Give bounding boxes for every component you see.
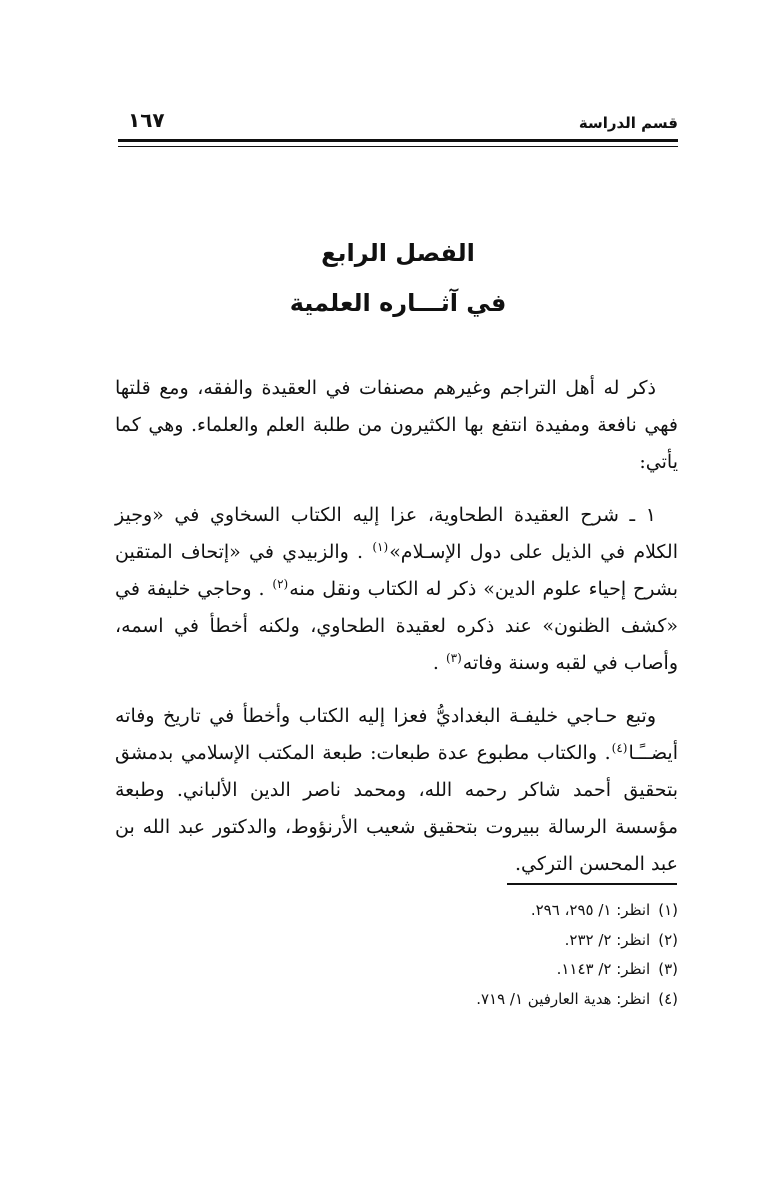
footnote-text: انظر: ٢/ ١١٤٣. (556, 960, 651, 978)
footnote-number: (٤) (658, 989, 678, 1008)
footnote-3 (118, 955, 678, 985)
footnote-ref-3[interactable]: (٣) (445, 650, 462, 665)
paragraph-segment: ١ ـ شرح العقيدة الطحاوية، عزا إليه الكتاب السخاوي في «وجيز الكلام في الذيل على دول الإسـلام» (115, 504, 678, 563)
body-text (115, 370, 678, 899)
footnote-number: (٢) (658, 930, 678, 949)
footnote-ref-1[interactable]: (١) (372, 539, 389, 554)
paragraph-segment: . (432, 652, 445, 674)
paragraph-segment: . وحاجي خليفة في «كشف الظنون» عند ذكره لعقيدة الطحاوي، ولكنه أخطأ في اسمه، وأصاب في لقبه وسنة وفاته (115, 578, 678, 674)
header-rule-thick (118, 139, 678, 142)
paragraph-intro: ذكر له أهل التراجم وغيرهم مصنفات في العقيدة والفقه، ومع قلتها فهي نافعة ومفيدة انتفع بها الكثيرون من طلبة العلم والعلماء. وهي كما يأتي: (115, 377, 678, 473)
footnote-4 (118, 985, 678, 1015)
paragraph-item-1 (115, 497, 678, 682)
paragraph-segment: وتبع حـاجي خليفـة البغداديُّ فعزا إليه الكتاب وأخطأ في تاريخ وفاته أيضــًـا (115, 705, 678, 764)
footnote-separator (507, 883, 677, 885)
footnote-2 (118, 926, 678, 956)
paragraph-segment: . والزبيدي في «إتحاف المتقين بشرح إحياء علوم الدين» ذكر له الكتاب ونقل منه (115, 541, 678, 600)
section-name: قسم الدراسة (578, 114, 678, 132)
footnote-text: انظر: ١/ ٢٩٥، ٢٩٦. (530, 901, 651, 919)
footnote-text: انظر: هدية العارفين ١/ ٧١٩. (476, 989, 651, 1008)
paragraph-segment: . والكتاب مطبوع عدة طبعات: طبعة المكتب الإسلامي بدمشق بتحقيق أحمد شاكر رحمه الله، ومحمد ناصر الدين الألباني. وطبعة مؤسسة الرسالة ببيروت بتحقيق شعيب الأرنؤوط، والدكتور عبد الله بن عبد المحسن التركي. (115, 742, 678, 875)
page-number: ١٦٧ (128, 108, 165, 132)
footnote-text: انظر: ٢/ ٢٣٢. (564, 930, 651, 949)
chapter-title-line2: في آثـــاره العلمية (289, 289, 507, 317)
footnote-number: (٣) (658, 960, 678, 978)
footnote-ref-4[interactable]: (٤) (611, 740, 628, 755)
running-header (118, 108, 678, 134)
footnote-1 (118, 896, 678, 926)
chapter-title-line1: الفصل الرابع (321, 239, 475, 267)
footnote-ref-2[interactable]: (٢) (272, 576, 289, 591)
paragraph-editions (115, 698, 678, 883)
footnote-number: (١) (658, 901, 678, 919)
chapter-title (118, 228, 678, 328)
footnotes (118, 896, 678, 1014)
header-rule-thin (118, 146, 678, 147)
